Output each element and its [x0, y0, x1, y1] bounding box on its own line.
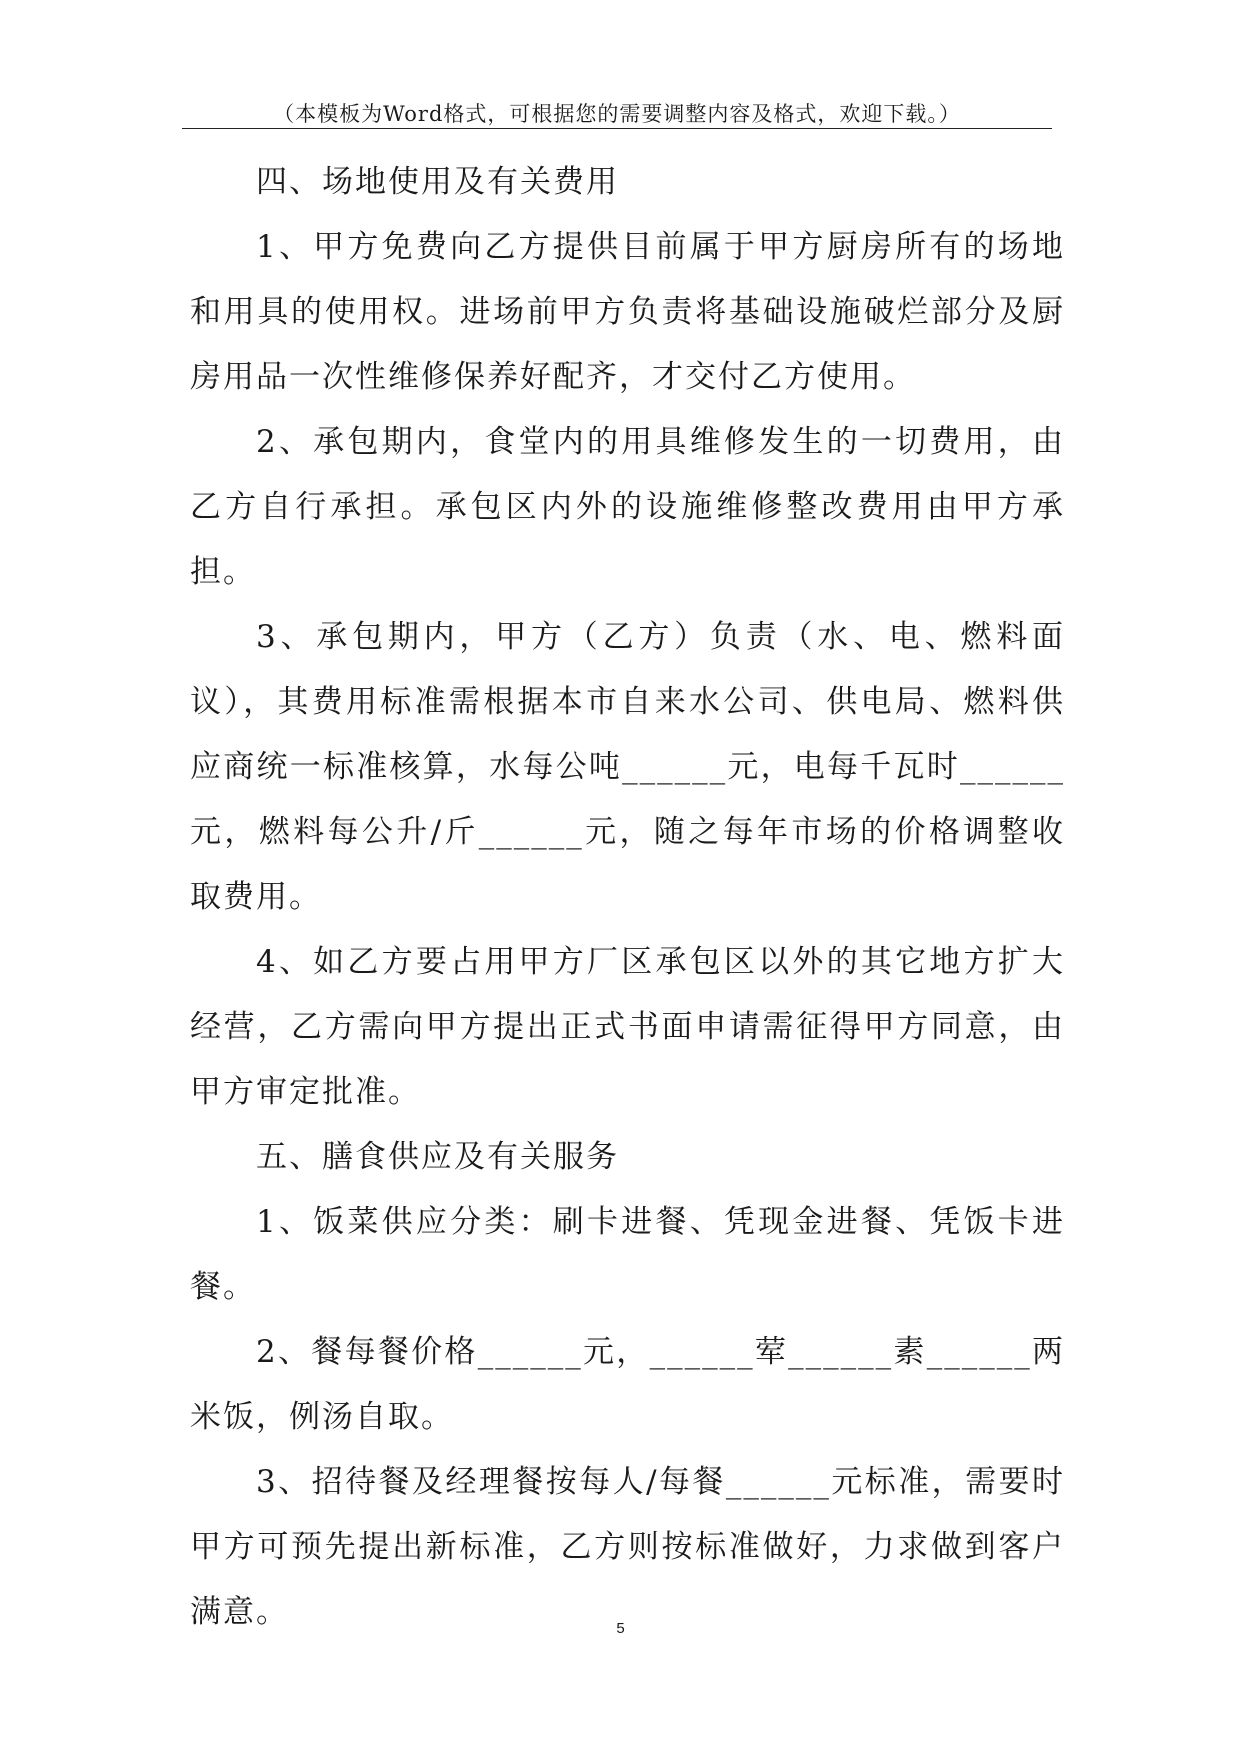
paragraph-4-4: 4、如乙方要占用甲方厂区承包区以外的其它地方扩大经营，乙方需向甲方提出正式书面申请需征得甲方同意，由甲方审定批准。 — [190, 944, 1065, 1110]
template-note: （本模板为Word格式，可根据您的需要调整内容及格式，欢迎下载。） — [273, 102, 961, 126]
section-heading-4: 四、场地使用及有关费用 — [256, 164, 619, 200]
paragraph-4-2: 2、承包期内，食堂内的用具维修发生的一切费用，由乙方自行承担。承包区内外的设施维修整改费用由甲方承担。 — [190, 424, 1065, 590]
page-number: 5 — [616, 1620, 625, 1637]
header-divider — [182, 128, 1052, 129]
paragraph-5-3: 3、招待餐及经理餐按每人/每餐______元标准，需要时甲方可预先提出新标准，乙方则按标准做好，力求做到客户满意。 — [190, 1464, 1065, 1630]
document-body — [190, 150, 1065, 1645]
paragraph-4-1: 1、甲方免费向乙方提供目前属于甲方厨房所有的场地和用具的使用权。进场前甲方负责将基础设施破烂部分及厨房用品一次性维修保养好配齐，才交付乙方使用。 — [190, 229, 1065, 395]
paragraph-4-3: 3、承包期内，甲方（乙方）负责（水、电、燃料面议），其费用标准需根据本市自来水公司、供电局、燃料供应商统一标准核算，水每公吨______元，电每千瓦时______元，燃料每公升/斤______元，随之每年市场的价格调整收取费用。 — [190, 619, 1065, 915]
paragraph-5-1: 1、饭菜供应分类：刷卡进餐、凭现金进餐、凭饭卡进餐。 — [190, 1204, 1065, 1305]
section-heading-5: 五、膳食供应及有关服务 — [256, 1139, 619, 1175]
paragraph-5-2: 2、餐每餐价格______元，______荤______素______两米饭，例汤自取。 — [190, 1334, 1065, 1435]
